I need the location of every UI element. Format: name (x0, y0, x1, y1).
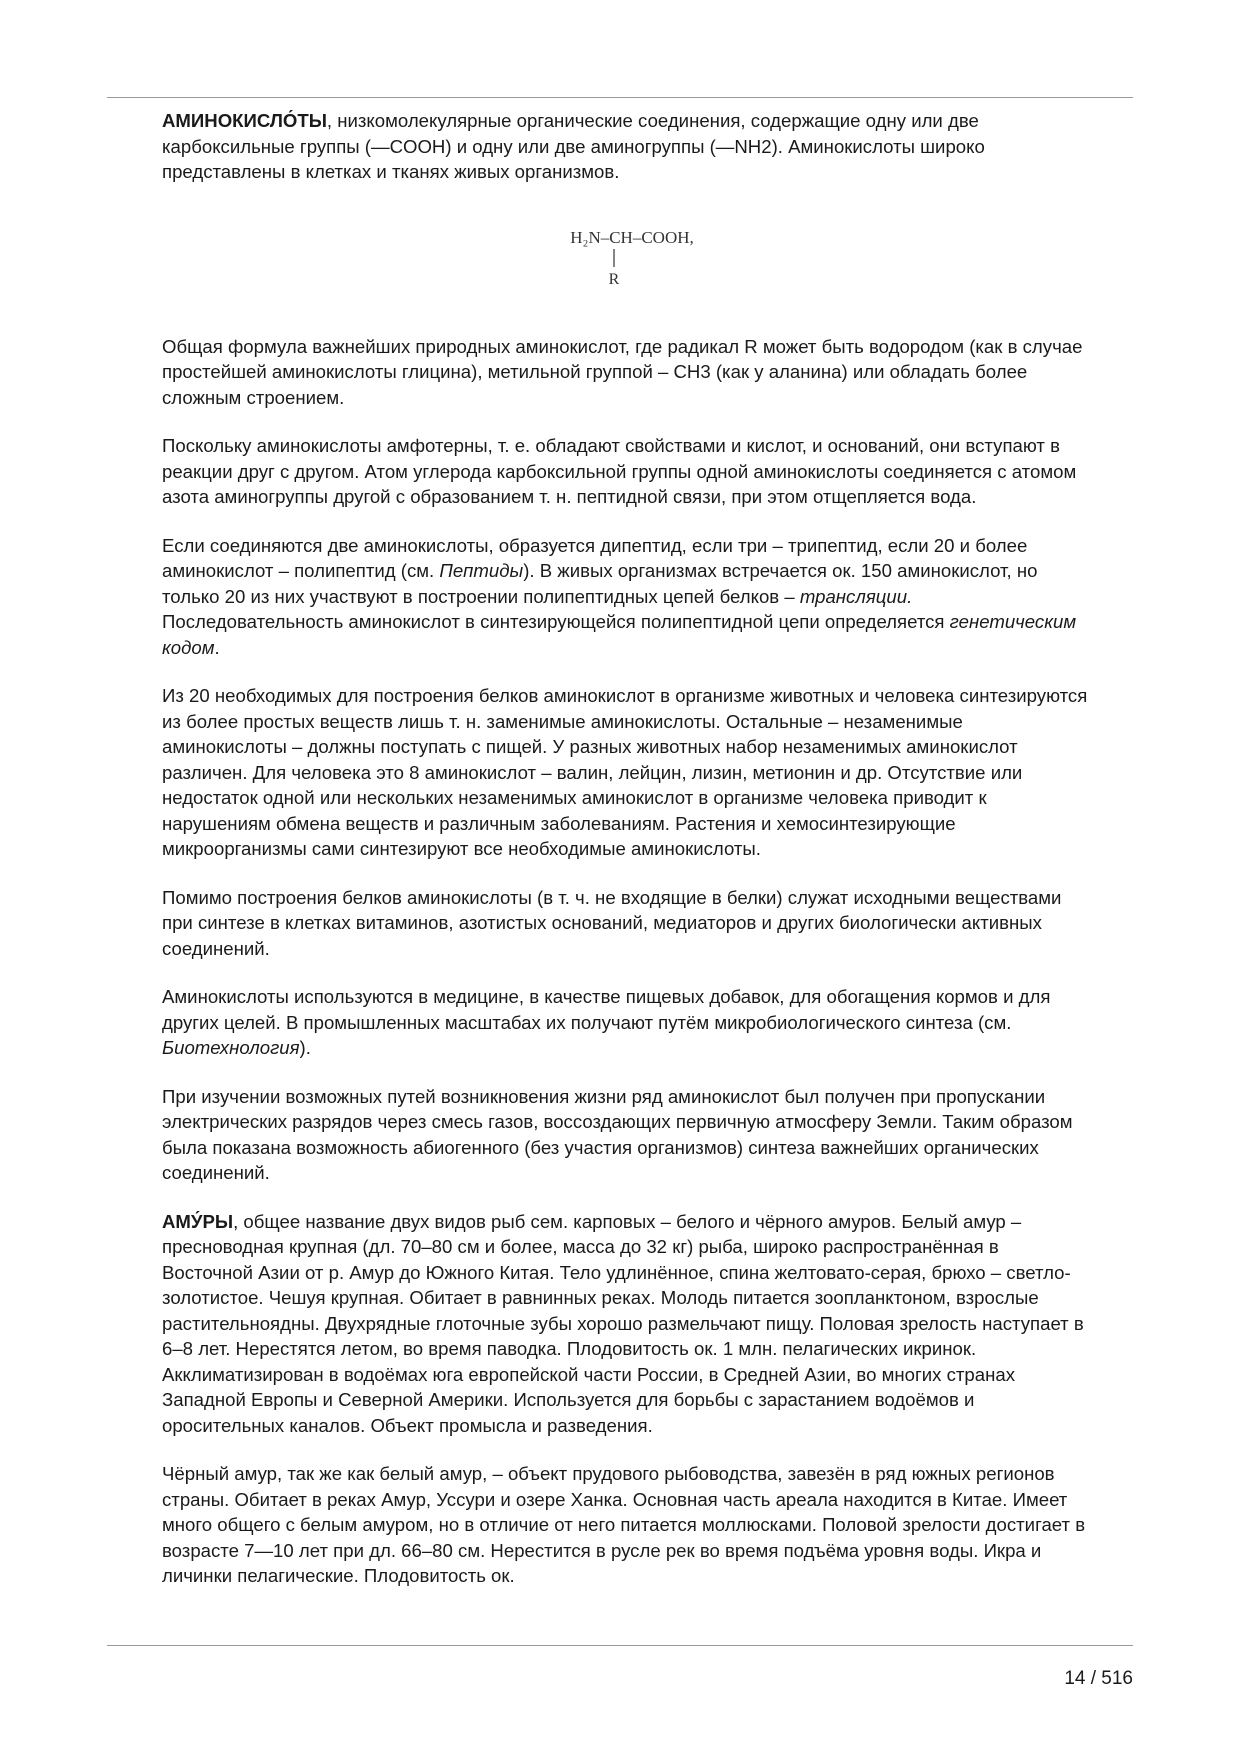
formula-figure (542, 217, 722, 297)
paragraph: При изучении возможных путей возникновения жизни ряд аминокислот был получен при пропускании электрических разрядов через смесь газов, воссоздающих первичную атмосферу Земли. Таким образом была показана возможность абиогенного (без участия организмов) синтеза важнейших органических соединений. (162, 1085, 1073, 1183)
paragraph-text: Последовательность аминокислот в синтезирующейся полипептидной цепи определяется (162, 611, 950, 632)
paragraph-text: ). (299, 1037, 311, 1058)
paragraph-text: , низкомолекулярные органические соединения, содержащие одну или две карбоксильные группы (—COOH) и одну или две аминогруппы (—NH2). Аминокислоты широко представлены в клетках и тканях живых организмов. (162, 110, 985, 182)
document-body (162, 108, 1090, 1612)
paragraph-text: Если соединяются две аминокислоты, образуется дипептид, если три – трипептид, если 20 и более аминокислот – полипептид (см. (162, 534, 1028, 581)
cross-reference-link[interactable]: трансляции. (799, 585, 913, 607)
page-number: 14 / 516 (1064, 1668, 1133, 1689)
paragraph: Поскольку аминокислоты амфотерны, т. е. обладают свойствами и кислот, и оснований, они вступают в реакции друг с другом. Атом углерода карбоксильной группы одной аминокислоты соединяется с атомом азота аминогруппы другой с образованием т. н. пептидной связи, при этом отщепляется вода. (162, 435, 1077, 507)
paragraph (162, 984, 1090, 1061)
paragraph (162, 533, 1090, 661)
formula-radical: R (608, 270, 620, 288)
paragraph: Общая формула важнейших природных аминокислот, где радикал R может быть водородом (как в случае простейшей аминокислоты глицина), метильной группой – CH3 (как у аланина) или обладать более сложным строением. (162, 335, 1083, 408)
cross-reference-link[interactable]: Пептиды (439, 560, 524, 581)
article-aminoacids-intro (162, 108, 1090, 185)
article-amury (162, 1209, 1090, 1439)
cross-reference-link[interactable]: Биотехнология (162, 1037, 300, 1058)
footer-rule (107, 1645, 1133, 1646)
paragraph-text: . (214, 636, 220, 658)
paragraph: Помимо построения белков аминокислоты (в т. ч. не входящие в белки) служат исходными веществами при синтезе в клетках витаминов, азотистых оснований, медиаторов и других биологически активных соединений. (162, 886, 1062, 959)
paragraph: Из 20 необходимых для построения белков аминокислот в организме животных и человека синтезируются из более простых веществ лишь т. н. заменимые аминокислоты. Остальные – незаменимые аминокислоты – должны поступать с пищей. У разных животных набор незаменимых аминокислот различен. Для человека это 8 аминокислот – валин, лейцин, лизин, метионин и др. Отсутствие или недостаток одной или нескольких незаменимых аминокислот в организме человека приводит к нарушениям обмена веществ и различным заболеваниям. Растения и хемосинтезирующие микроорганизмы сами синтезируют все необходимые аминокислоты. (162, 685, 1088, 859)
cross-reference-link[interactable]: генетическим кодом (162, 611, 1077, 658)
formula-main: H₂N–CH–COOH, (570, 227, 694, 247)
paragraph-text: ). В живых организмах встречается ок. 150 аминокислот, но только 20 из них участвуют в построении полипептидных цепей белков – (162, 560, 1038, 607)
paragraph-text: , общее название двух видов рыб сем. карповых – белого и чёрного амуров. Белый амур – пресноводная крупная (дл. 70–80 см и более, масса до 32 кг) рыба, широко распространённая в Восточной Азии от р. Амур до Южного Китая. Тело удлинённое, спина желтовато-серая, брюхо – светло-золотистое. Чешуя крупная. Обитает в равнинных реках. Молодь питается зоопланктоном, взрослые растительноядны. Двухрядные глоточные зубы хорошо размельчают пищу. Половая зрелость наступает в 6–8 лет. Нерестятся летом, во время паводка. Плодовитость ок. 1 млн. пелагических икринок. Акклиматизирован в водоёмах юга европейской части России, в Средней Азии, во многих странах Западной Европы и Северной Америки. Используется для борьбы с зарастанием водоёмов и оросительных каналов. Объект промысла и разведения. (162, 1210, 1084, 1436)
article-term: АМИНОКИСЛО́ТЫ (162, 110, 327, 131)
header-rule (107, 97, 1133, 98)
aminoacid-formula (162, 211, 1090, 314)
article-term: АМУ́РЫ (162, 1210, 234, 1232)
paragraph: Чёрный амур, так же как белый амур, – объект прудового рыбоводства, завезён в ряд южных регионов страны. Обитает в реках Амур, Уссури и озере Ханка. Основная часть ареала находится в Китае. Имеет много общего с белым амуром, но в отличие от него питается моллюсками. Половой зрелости достигает в возрасте 7—10 лет при дл. 66–80 см. Нерестится в русле рек во время подъёма уровня воды. Икра и личинки пелагические. Плодовитость ок. (162, 1463, 1086, 1586)
paragraph-text: Аминокислоты используются в медицине, в качестве пищевых добавок, для обогащения кормов и для других целей. В промышленных масштабах их получают путём микробиологического синтеза (см. (162, 986, 1051, 1033)
